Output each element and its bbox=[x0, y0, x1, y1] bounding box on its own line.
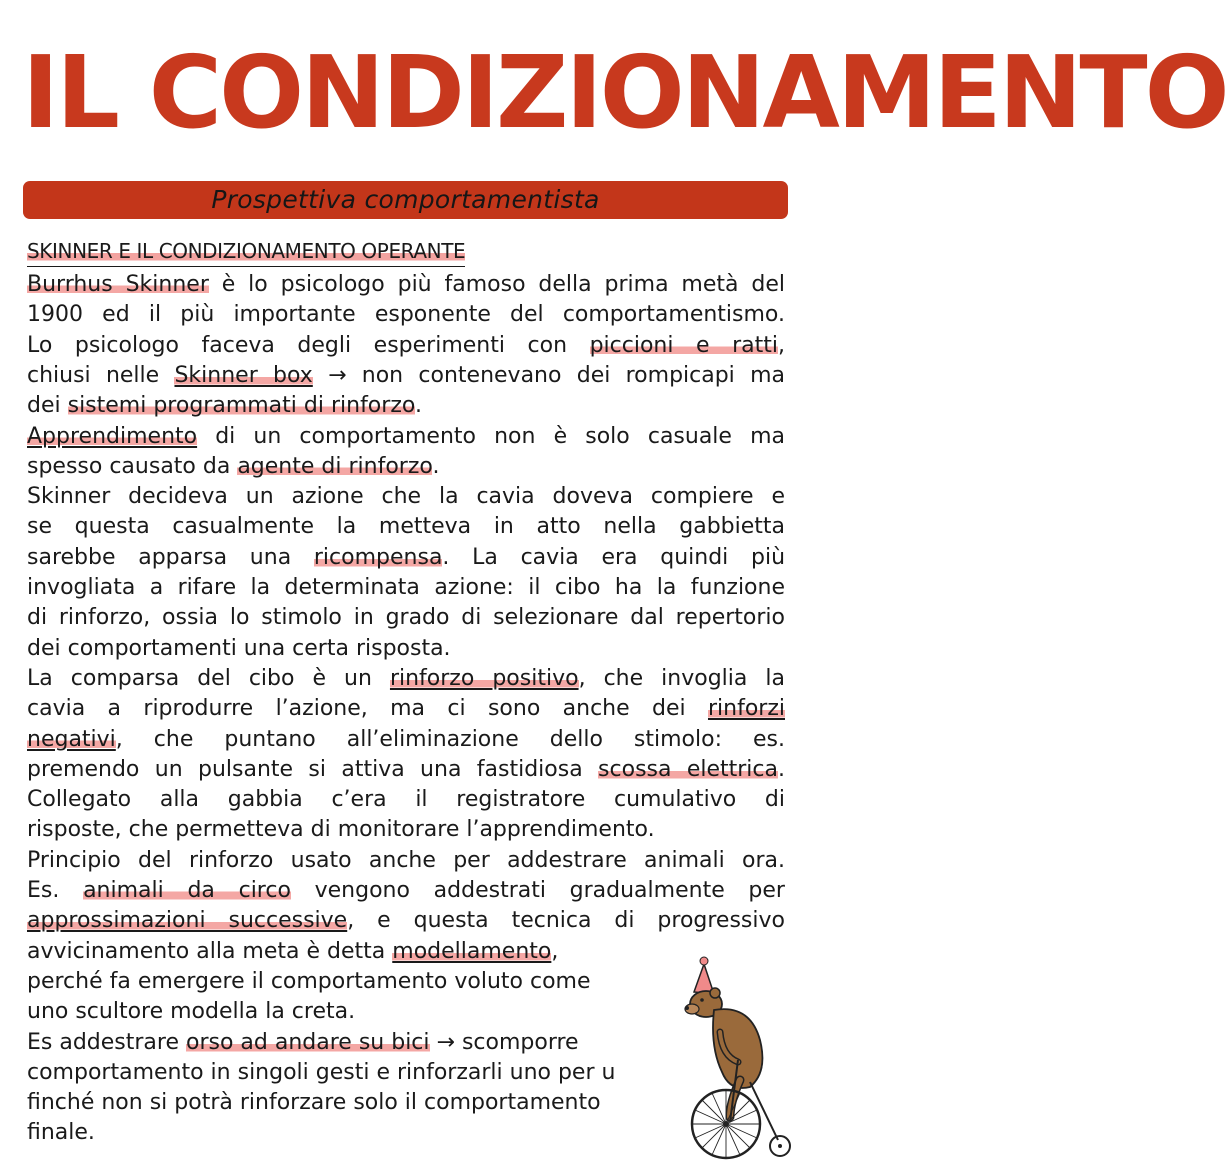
text-line bbox=[27, 1088, 601, 1118]
text-segment: , e questa tecnica di progressivo bbox=[347, 908, 785, 934]
text-segment: risposte, che permetteva di monitorare l’apprendimento. bbox=[27, 817, 655, 843]
text-segment: Skinner decideva un azione che la cavia doveva compiere e bbox=[27, 484, 785, 510]
highlighted-term: orso ad andare su bici bbox=[186, 1029, 430, 1055]
text-segment: uno scultore modella la creta. bbox=[27, 999, 356, 1025]
text-segment: , bbox=[778, 332, 785, 358]
text-line bbox=[27, 512, 785, 542]
highlighted-term: modellamento bbox=[392, 938, 552, 964]
text-segment: . bbox=[414, 393, 422, 419]
subtitle-text: Prospettiva comportamentista bbox=[211, 185, 600, 214]
text-line bbox=[27, 937, 558, 967]
text-segment: cavia a riprodurre l’azione, ma ci sono anche dei bbox=[27, 696, 708, 722]
highlighted-term: piccioni e ratti bbox=[589, 332, 778, 358]
text-segment: è lo psicologo più famoso della prima metà del bbox=[208, 272, 785, 297]
highlighted-term: Burrhus Skinner bbox=[27, 272, 209, 297]
text-segment: . bbox=[432, 453, 440, 479]
text-line bbox=[27, 452, 439, 482]
bear-on-unicycle-illustration bbox=[680, 952, 806, 1162]
text-segment: , bbox=[551, 938, 559, 964]
text-segment: sarebbe apparsa una bbox=[27, 544, 314, 570]
text-line bbox=[27, 331, 785, 361]
highlighted-term: agente di rinforzo bbox=[237, 453, 433, 479]
highlighted-term: approssimazioni successive bbox=[27, 908, 348, 934]
text-line bbox=[27, 270, 785, 300]
subtitle-banner bbox=[23, 181, 788, 219]
text-segment: . La cavia era quindi più bbox=[442, 544, 786, 570]
text-line bbox=[27, 876, 785, 906]
text-line bbox=[27, 361, 785, 391]
text-segment: 1900 ed il più importante esponente del comportamentismo. bbox=[27, 302, 785, 328]
text-segment: chiusi nelle bbox=[27, 362, 175, 388]
text-line bbox=[27, 422, 785, 452]
text-segment: Principio del rinforzo usato anche per addestrare animali ora. bbox=[27, 847, 785, 873]
text-segment: Lo psicologo faceva degli esperimenti con bbox=[27, 332, 590, 358]
text-line bbox=[27, 603, 785, 633]
text-segment: → non contenevano dei rompicapi ma bbox=[312, 362, 785, 388]
text-segment: , che puntano all’eliminazione dello stimolo: es. bbox=[115, 726, 785, 752]
text-line bbox=[27, 1118, 95, 1148]
text-line bbox=[27, 300, 785, 330]
text-segment: premendo un pulsante si attiva una fastidiosa bbox=[27, 756, 599, 782]
text-segment: finale. bbox=[27, 1120, 95, 1146]
text-line bbox=[27, 1028, 579, 1058]
text-segment: finché non si potrà rinforzare solo il comportamento bbox=[27, 1090, 601, 1116]
section-heading: SKINNER E IL CONDIZIONAMENTO OPERANTE bbox=[27, 236, 465, 267]
text-segment: La comparsa del cibo è un bbox=[27, 665, 390, 691]
text-line bbox=[27, 634, 451, 664]
text-segment: dei comportamenti una certa risposta. bbox=[27, 635, 451, 661]
text-line bbox=[27, 725, 785, 755]
text-segment: di un comportamento non è solo casuale ma bbox=[197, 423, 785, 449]
highlighted-term: Skinner box bbox=[174, 362, 313, 388]
text-line bbox=[27, 846, 785, 876]
highlighted-term: rinforzo positivo bbox=[389, 665, 579, 691]
text-segment: → scomporre bbox=[429, 1029, 579, 1055]
highlighted-term: rinforzi bbox=[707, 696, 785, 722]
text-segment: di rinforzo, ossia lo stimolo in grado di selezionare dal repertorio bbox=[27, 605, 785, 631]
text-line bbox=[27, 785, 785, 815]
text-segment: comportamento in singoli gesti e rinforzarli uno per u bbox=[27, 1059, 616, 1085]
text-line bbox=[27, 391, 422, 421]
highlighted-term: Apprendimento bbox=[27, 423, 198, 449]
text-line bbox=[27, 1058, 615, 1088]
text-segment: avvicinamento alla meta è detta bbox=[27, 938, 393, 964]
highlighted-term: animali da circo bbox=[83, 878, 291, 903]
text-line bbox=[27, 573, 785, 603]
page-title: IL CONDIZIONAMENTO bbox=[22, 34, 1227, 151]
text-line bbox=[27, 543, 785, 573]
text-line bbox=[27, 664, 785, 694]
text-line bbox=[27, 694, 785, 724]
text-segment: perché fa emergere il comportamento voluto come bbox=[27, 968, 591, 994]
text-line bbox=[27, 755, 785, 785]
text-segment: dei bbox=[27, 393, 68, 419]
text-segment: invogliata a rifare la determinata azione: il cibo ha la funzione bbox=[27, 575, 785, 600]
text-segment: spesso causato da bbox=[27, 453, 238, 479]
text-line bbox=[27, 482, 785, 512]
text-segment: Es. bbox=[27, 878, 84, 903]
text-segment: , che invoglia la bbox=[578, 665, 785, 691]
highlighted-term: sistemi programmati di rinforzo bbox=[67, 393, 415, 419]
text-line bbox=[27, 906, 785, 936]
text-segment: se questa casualmente la metteva in atto nella gabbietta bbox=[27, 514, 785, 540]
text-line bbox=[27, 997, 355, 1027]
highlighted-term: scossa elettrica bbox=[598, 756, 778, 782]
text-segment: . bbox=[778, 756, 785, 782]
text-segment: vengono addestrati gradualmente per bbox=[290, 878, 785, 903]
highlighted-term: ricompensa bbox=[313, 544, 443, 570]
text-line bbox=[27, 967, 591, 997]
text-segment: Collegato alla gabbia c’era il registratore cumulativo di bbox=[27, 787, 785, 813]
text-line bbox=[27, 815, 655, 845]
text-segment: Es addestrare bbox=[27, 1029, 187, 1055]
highlighted-term: negativi bbox=[27, 726, 116, 752]
